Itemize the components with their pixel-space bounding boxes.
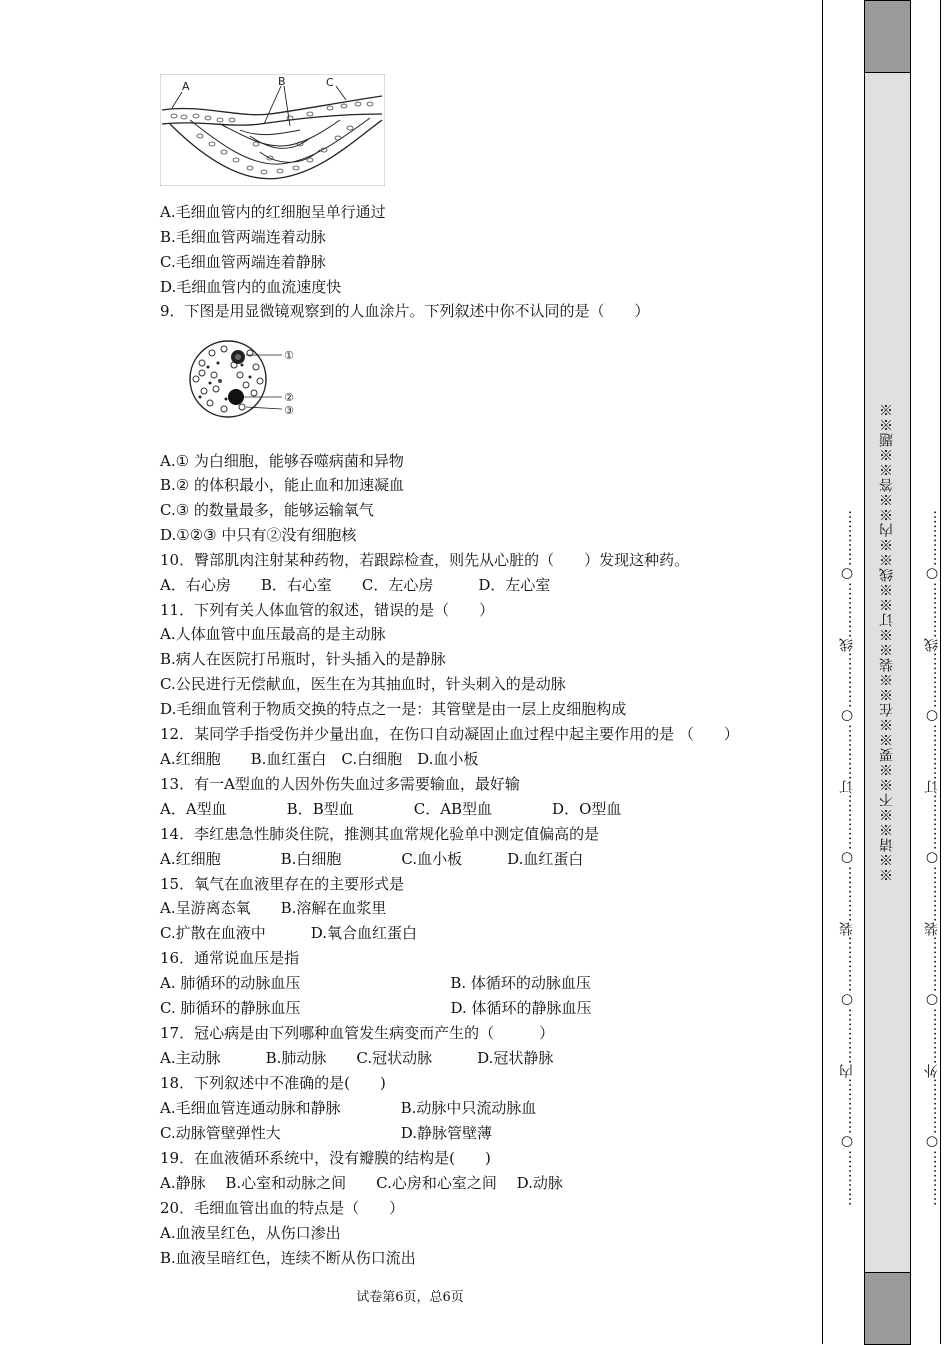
label-2: ② bbox=[284, 391, 294, 404]
binding-inner-line: …………○…………内…………○…………装…………○…………订…………○…………线…………○………… bbox=[839, 510, 855, 1206]
label-b: B bbox=[278, 75, 286, 88]
q11-stem: 11．下列有关人体血管的叙述，错误的是（ ） bbox=[160, 601, 495, 619]
q13-stem: 13．有一A型血的人因外伤失血过多需要输血，最好输 bbox=[160, 775, 520, 793]
capillary-diagram-image bbox=[160, 74, 385, 186]
q11-option-a: A.人体血管中血压最高的是主动脉 bbox=[160, 625, 386, 643]
q16-options-row2: C. 肺循环的静脉血压 D. 体循环的静脉血压 bbox=[160, 999, 592, 1017]
q20-stem: 20．毛细血管出血的特点是（ ） bbox=[160, 1199, 405, 1217]
q20-option-b: B.血液呈暗红色，连续不断从伤口流出 bbox=[160, 1249, 416, 1267]
capillary-diagram bbox=[160, 74, 385, 186]
q16-stem: 16．通常说血压是指 bbox=[160, 949, 300, 967]
q10-stem: 10．臀部肌肉注射某种药物，若跟踪检查，则先从心脏的（ ）发现这种药。 bbox=[160, 551, 690, 569]
label-3: ③ bbox=[284, 404, 294, 417]
binding-warning: ※※请※※不※※要※※在※※装※※订※※线※※内※※答※※题※※ bbox=[879, 402, 895, 882]
label-a: A bbox=[182, 80, 190, 93]
q15-stem: 15．氧气在血液里存在的主要形式是 bbox=[160, 875, 405, 893]
q14-options: A.红细胞 B.白细胞 C.血小板 D.血红蛋白 bbox=[160, 850, 584, 868]
blood-smear-image bbox=[180, 337, 300, 423]
q12-stem: 12．某同学手指受伤并少量出血，在伤口自动凝固止血过程中起主要作用的是 （ ） bbox=[160, 725, 739, 743]
q11-option-b: B.病人在医院打吊瓶时，针头插入的是静脉 bbox=[160, 650, 446, 668]
binding-bottom-block bbox=[864, 1272, 911, 1345]
q19-stem: 19．在血液循环系统中，没有瓣膜的结构是( ) bbox=[160, 1149, 491, 1167]
q11-option-d: D.毛细血管利于物质交换的特点之一是：其管壁是由一层上皮细胞构成 bbox=[160, 700, 627, 718]
q17-stem: 17．冠心病是由下列哪种血管发生病变而产生的（ ） bbox=[160, 1024, 555, 1042]
q12-options: A.红细胞 B.血红蛋白 C.白细胞 D.血小板 bbox=[160, 750, 479, 768]
q9-option-d: D.①②③ 中只有②没有细胞核 bbox=[160, 526, 357, 544]
q11-option-c: C.公民进行无偿献血，医生在为其抽血时，针头刺入的是动脉 bbox=[160, 675, 566, 693]
q16-options-row1: A. 肺循环的动脉血压 B. 体循环的动脉血压 bbox=[160, 974, 591, 992]
q8-option-a: A.毛细血管内的红细胞呈单行通过 bbox=[160, 203, 386, 221]
q15-options-row1: A.呈游离态氧 B.溶解在血浆里 bbox=[160, 899, 387, 917]
q18-options-row2: C.动脉管壁弹性大 D.静脉管壁薄 bbox=[160, 1124, 492, 1142]
q13-options: A．A型血 B．B型血 C．AB型血 D．O型血 bbox=[160, 800, 622, 818]
q17-options: A.主动脉 B.肺动脉 C.冠状动脉 D.冠状静脉 bbox=[160, 1049, 554, 1067]
label-c: C bbox=[326, 76, 334, 89]
binding-outer-line: …………○…………外…………○…………装…………○…………订…………○…………线…………○………… bbox=[924, 510, 940, 1206]
q15-options-row2: C.扩散在血液中 D.氧合血红蛋白 bbox=[160, 924, 417, 942]
q18-stem: 18．下列叙述中不准确的是( ) bbox=[160, 1074, 386, 1092]
q14-stem: 14．李红患急性肺炎住院，推测其血常规化验单中测定值偏高的是 bbox=[160, 825, 600, 843]
q18-options-row1: A.毛细血管连通动脉和静脉 B.动脉中只流动脉血 bbox=[160, 1099, 537, 1117]
page-footer: 试卷第6页，总6页 bbox=[356, 1290, 464, 1305]
q8-option-d: D.毛细血管内的血流速度快 bbox=[160, 278, 342, 296]
q8-option-c: C.毛细血管两端连着静脉 bbox=[160, 253, 326, 271]
binding-top-block bbox=[864, 0, 911, 73]
q10-options: A．右心房 B．右心室 C．左心房 D．左心室 bbox=[160, 576, 551, 594]
label-1: ① bbox=[284, 349, 294, 362]
q9-option-b: B.② 的体积最小，能止血和加速凝血 bbox=[160, 476, 405, 494]
q8-option-b: B.毛细血管两端连着动脉 bbox=[160, 228, 326, 246]
q9-option-c: C.③ 的数量最多，能够运输氧气 bbox=[160, 501, 374, 519]
q9-option-a: A.① 为白细胞，能够吞噬病菌和异物 bbox=[160, 452, 404, 470]
binding-border-left bbox=[822, 0, 823, 1344]
q20-option-a: A.血液呈红色，从伤口渗出 bbox=[160, 1224, 341, 1242]
q9-stem: 9．下图是用显微镜观察到的人血涂片。下列叙述中你不认同的是（ ） bbox=[160, 302, 650, 320]
q19-options: A.静脉 B.心室和动脉之间 C.心房和心室之间 D.动脉 bbox=[160, 1174, 563, 1192]
blood-smear-diagram bbox=[180, 337, 300, 423]
